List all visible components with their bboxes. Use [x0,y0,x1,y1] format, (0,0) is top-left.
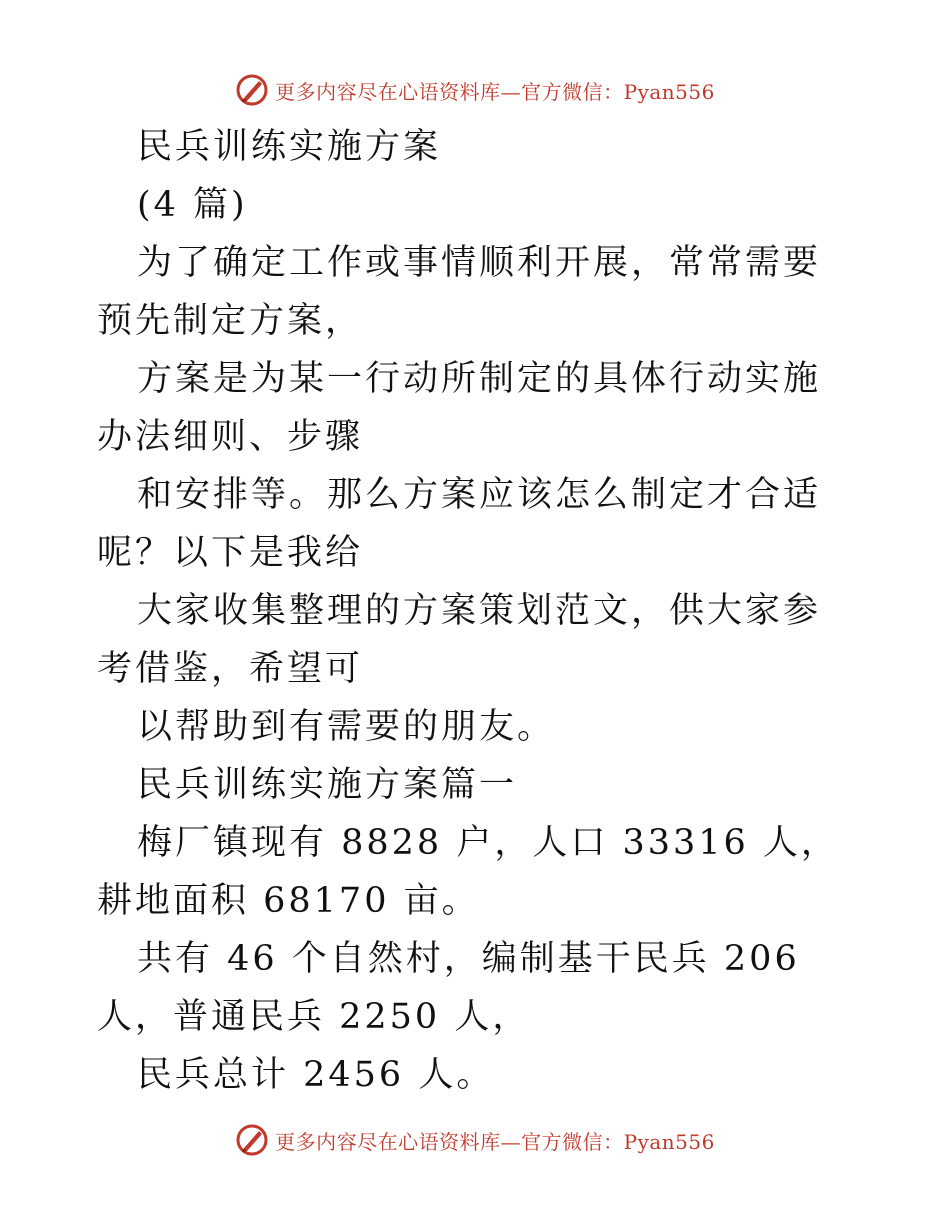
paragraph: 以帮助到有需要的朋友。 [137,707,556,747]
paragraph: 共有 46 个自然村，编制基干民兵 206 人，普通民兵 2250 人， [97,939,800,1037]
pen-logo-icon [235,73,269,107]
footer-banner-text: 更多内容尽在心语资料库—官方微信：Pyan556 [275,1129,715,1154]
footer-banner [0,1120,950,1160]
document-body [97,118,857,1104]
document-subtitle: (4 篇) [137,185,248,225]
footer-banner-inner [235,1123,715,1157]
paragraph: 和安排等。那么方案应该怎么制定才合适呢？以下是我给 [97,475,822,573]
paragraph: 为了确定工作或事情顺利开展，常常需要预先制定方案， [97,243,822,341]
paragraph: 梅厂镇现有 8828 户，人口 33316 人，耕地面积 68170 亩。 [97,823,839,921]
header-banner [0,70,950,110]
paragraph: 大家收集整理的方案策划范文，供大家参考借鉴，希望可 [97,591,822,689]
pen-logo-icon [235,1123,269,1157]
paragraph: 方案是为某一行动所制定的具体行动实施办法细则、步骤 [97,359,822,457]
document-title: 民兵训练实施方案 [137,127,442,167]
header-banner-inner [235,73,715,107]
header-banner-text: 更多内容尽在心语资料库—官方微信：Pyan556 [275,79,715,104]
paragraph: 民兵总计 2456 人。 [137,1055,495,1095]
section-heading: 民兵训练实施方案篇一 [137,765,518,805]
